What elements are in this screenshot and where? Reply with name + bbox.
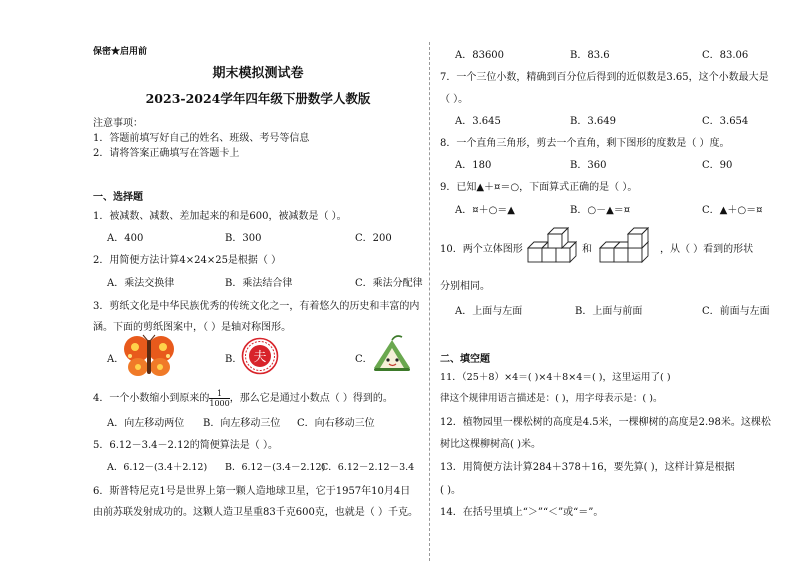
- question-7-line1: 7．一个三位小数，精确到百分位后得到的近似数是3.65，这个小数最大是: [440, 72, 769, 83]
- question-10-mid: 和: [582, 244, 592, 255]
- q3-option-c: C．: [355, 354, 373, 365]
- q3-option-a: A．: [107, 354, 125, 365]
- q6-option-a: A．83600: [455, 50, 505, 61]
- q1-option-c: C．200: [355, 233, 392, 244]
- q6-option-b: B．83.6: [570, 50, 610, 61]
- q4-option-c: C．向右移动三位: [297, 418, 375, 429]
- q7-option-c: C．3.654: [702, 116, 749, 127]
- q4-option-b: B．向左移动三位: [203, 418, 281, 429]
- page-title: 期末模拟测试卷: [212, 66, 304, 81]
- column-divider: [429, 42, 430, 561]
- q10-option-c: C．前面与左面: [702, 306, 770, 317]
- question-7-line2: （ ）。: [440, 94, 469, 105]
- notes-item: 1．答题前填写好自己的姓名、班级、考号等信息: [93, 133, 310, 144]
- q2-option-a: A．乘法交换律: [107, 278, 175, 289]
- question-10-post: ，从（ ）看到的形状: [660, 244, 754, 255]
- q8-option-a: A．180: [455, 160, 492, 171]
- cube-figure-2: [596, 222, 658, 268]
- q3-option-b: B．: [225, 354, 243, 365]
- q4-option-a: A．向左移动两位: [107, 418, 185, 429]
- q7-option-b: B．3.649: [570, 116, 616, 127]
- fraction-one-thousandth: $\frac{1}{1000}$: [209, 389, 230, 408]
- section-title-choice: 一、选择题: [93, 192, 143, 203]
- question-12-line1: 12．植物园里一棵松树的高度是4.5米，一棵柳树的高度是2.98米。这棵松: [440, 417, 771, 428]
- question-11-line1: 11．（25＋8）×4＝( )×4＋8×4＝( )，这里运用了( ): [440, 372, 671, 383]
- question-6-line2: 由前苏联发射成功的。这颗人造卫星重83千克600克，也就是（ ）千克。: [93, 507, 418, 518]
- secret-label: 保密★启用前: [93, 47, 148, 57]
- q8-option-b: B．360: [570, 160, 607, 171]
- q5-option-a: A．6.12－(3.4＋2.12): [107, 462, 208, 473]
- page-subtitle: 2023-2024学年四年级下册数学人教版: [145, 91, 371, 106]
- question-14: 14．在括号里填上“＞”“＜”或“＝”。: [440, 507, 604, 518]
- seal-char: 夫: [253, 350, 267, 365]
- question-3-line2: 涵。下面的剪纸图案中，（ ）是轴对称图形。: [93, 322, 292, 333]
- question-6-line1: 6．斯普特尼克1号是世界上第一颗人造地球卫星，它于1957年10月4日: [93, 486, 411, 497]
- q10-option-b: B．上面与前面: [575, 306, 643, 317]
- zongzi-cartoon-image: [370, 334, 414, 374]
- question-1: 1．被减数、减数、差加起来的和是600，被减数是（ ）。: [93, 211, 347, 222]
- q10-option-a: A．上面与左面: [455, 306, 523, 317]
- question-12-line2: 树比这棵柳树高( )米。: [440, 439, 541, 450]
- question-10-line2: 分别相同。: [440, 281, 490, 292]
- question-13-line2: ( )。: [440, 485, 461, 496]
- q9-option-b: B．○－▲＝¤: [570, 205, 631, 216]
- question-11-line2: 律这个规律用语言描述是：( )，用字母表示是：( )。: [440, 393, 663, 404]
- question-3-line1: 3．剪纸文化是中华民族优秀的传统文化之一，有着悠久的历史和丰富的内: [93, 301, 420, 312]
- q1-option-b: B．300: [225, 233, 262, 244]
- question-10-pre: 10．两个立体图形: [440, 244, 523, 255]
- question-8: 8．一个直角三角形，剪去一个直角，剩下图形的度数是（ ）度。: [440, 138, 730, 149]
- question-2: 2．用简便方法计算4×24×25是根据（ ）: [93, 255, 282, 266]
- q7-option-a: A．3.645: [455, 116, 501, 127]
- q5-option-b: B．6.12－(3.4－2.12): [225, 462, 326, 473]
- q2-option-b: B．乘法结合律: [225, 278, 293, 289]
- q2-option-c: C．乘法分配律: [355, 278, 423, 289]
- q6-option-c: C．83.06: [702, 50, 749, 61]
- q1-option-a: A．400: [107, 233, 144, 244]
- butterfly-papercut-image: [123, 334, 175, 378]
- section-title-fill: 二、填空题: [440, 354, 490, 365]
- question-9: 9．已知▲＋¤＝○，下面算式正确的是（ ）。: [440, 182, 638, 193]
- question-13-line1: 13．用简便方法计算284＋378＋16，要先算( )，这样计算是根据: [440, 462, 735, 473]
- q5-option-c: C．6.12－2.12－3.4: [321, 462, 415, 473]
- cube-figure-1: [524, 222, 580, 268]
- q8-option-c: C．90: [702, 160, 733, 171]
- question-4: 4．一个小数缩小到原来的 $\frac{1}{1000}$ ，那么它是通过小数点（ ）得到的。: [93, 389, 393, 408]
- question-5: 5．6.12－3.4－2.12的简便算法是（ ）。: [93, 440, 278, 451]
- notes-label: 注意事项：: [93, 118, 143, 129]
- q9-option-c: C．▲＋○＝¤: [702, 205, 763, 216]
- seal-papercut-image: [241, 337, 279, 375]
- notes-item: 2．请将答案正确填写在答题卡上: [93, 148, 240, 159]
- q9-option-a: A．¤＋○＝▲: [455, 205, 515, 216]
